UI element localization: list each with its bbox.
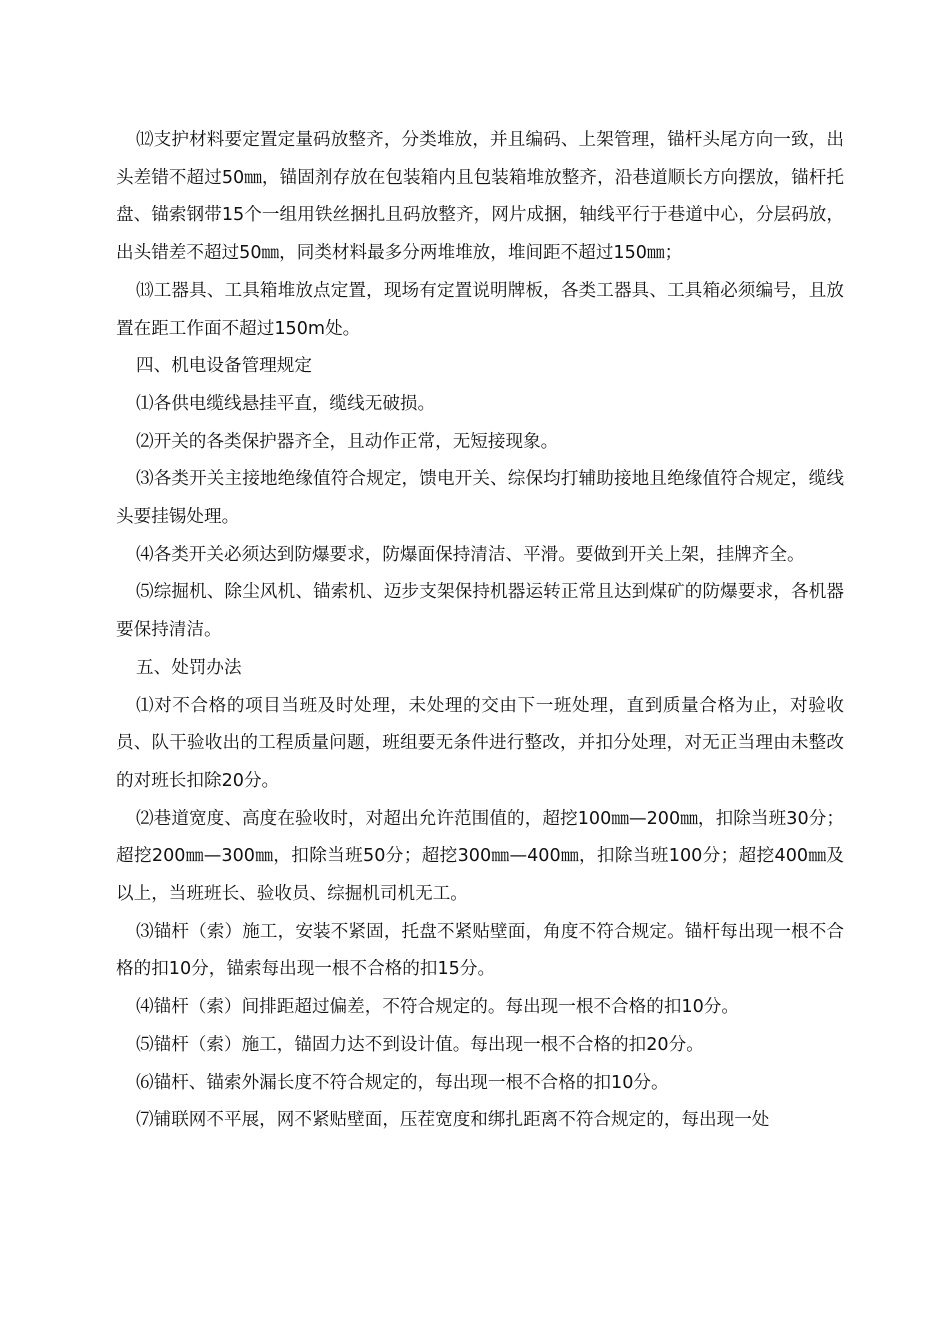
paragraph-e4-explosion-proof: ⑷各类开关必须达到防爆要求，防爆面保持清洁、平滑。要做到开关上架，挂牌齐全。	[136, 544, 805, 565]
paragraph-p5-anchoring-force: ⑸锚杆（索）施工，锚固力达不到设计值。每出现一根不合格的扣20分。	[136, 1034, 704, 1055]
paragraph-p3-bolt-installation: ⑶锚杆（索）施工，安装不紧固，托盘不紧贴壁面，角度不符合规定。锚杆每出现一根不合格的扣10分，锚索每出现一根不合格的扣15分。	[116, 921, 844, 980]
paragraph-13-tools-storage: ⒀工器具、工具箱堆放点定置，现场有定置说明牌板，各类工器具、工具箱必须编号，且放置在距工作面不超过150m处。	[116, 280, 844, 339]
paragraph-e5-machines: ⑸综掘机、除尘风机、锚索机、迈步支架保持机器运转正常且达到煤矿的防爆要求，各机器要保持清洁。	[116, 582, 844, 641]
paragraph-p6-exposed-length: ⑹锚杆、锚索外漏长度不符合规定的，每出现一根不合格的扣10分。	[136, 1072, 669, 1093]
paragraph-p1-unqualified-items: ⑴对不合格的项目当班及时处理，未处理的交由下一班处理，直到质量合格为止，对验收员、队干验收出的工程质量问题，班组要无条件进行整改，并扣分处理，对无正当理由未整改的对班长扣除20分。	[116, 695, 844, 791]
paragraph-p7-mesh: ⑺铺联网不平展，网不紧贴壁面，压茬宽度和绑扎距离不符合规定的，每出现一处	[136, 1110, 770, 1131]
document-page	[116, 122, 844, 1140]
paragraph-e3-grounding: ⑶各类开关主接地绝缘值符合规定，馈电开关、综保均打辅助接地且绝缘值符合规定，缆线头要挂锡处理。	[116, 469, 844, 528]
section-heading-electromechanical: 四、机电设备管理规定	[136, 356, 312, 377]
paragraph-p4-bolt-spacing: ⑷锚杆（索）间排距超过偏差，不符合规定的。每出现一根不合格的扣10分。	[136, 997, 739, 1018]
paragraph-12-support-materials: ⑿支护材料要定置定量码放整齐，分类堆放，并且编码、上架管理，锚杆头尾方向一致，出头差错不超过50㎜，锚固剂存放在包装箱内且包装箱堆放整齐，沿巷道顺长方向摆放，锚杆托盘、锚索钢带15个一组用铁丝捆扎且码放整齐，网片成捆，轴线平行于巷道中心，分层码放，出头错差不超过50㎜，同类材料最多分两堆堆放，堆间距不超过150㎜；	[116, 130, 844, 264]
paragraph-p2-roadway-size: ⑵巷道宽度、高度在验收时，对超出允许范围值的，超挖100㎜—200㎜，扣除当班30分；超挖200㎜—300㎜，扣除当班50分；超挖300㎜—400㎜，扣除当班100分；超挖400㎜及以上，当班班长、验收员、综掘机司机无工。	[116, 808, 844, 905]
paragraph-e2-protectors: ⑵开关的各类保护器齐全，且动作正常，无短接现象。	[136, 431, 559, 452]
section-heading-penalties: 五、处罚办法	[136, 657, 242, 678]
paragraph-e1-cables: ⑴各供电缆线悬挂平直，缆线无破损。	[136, 393, 436, 414]
